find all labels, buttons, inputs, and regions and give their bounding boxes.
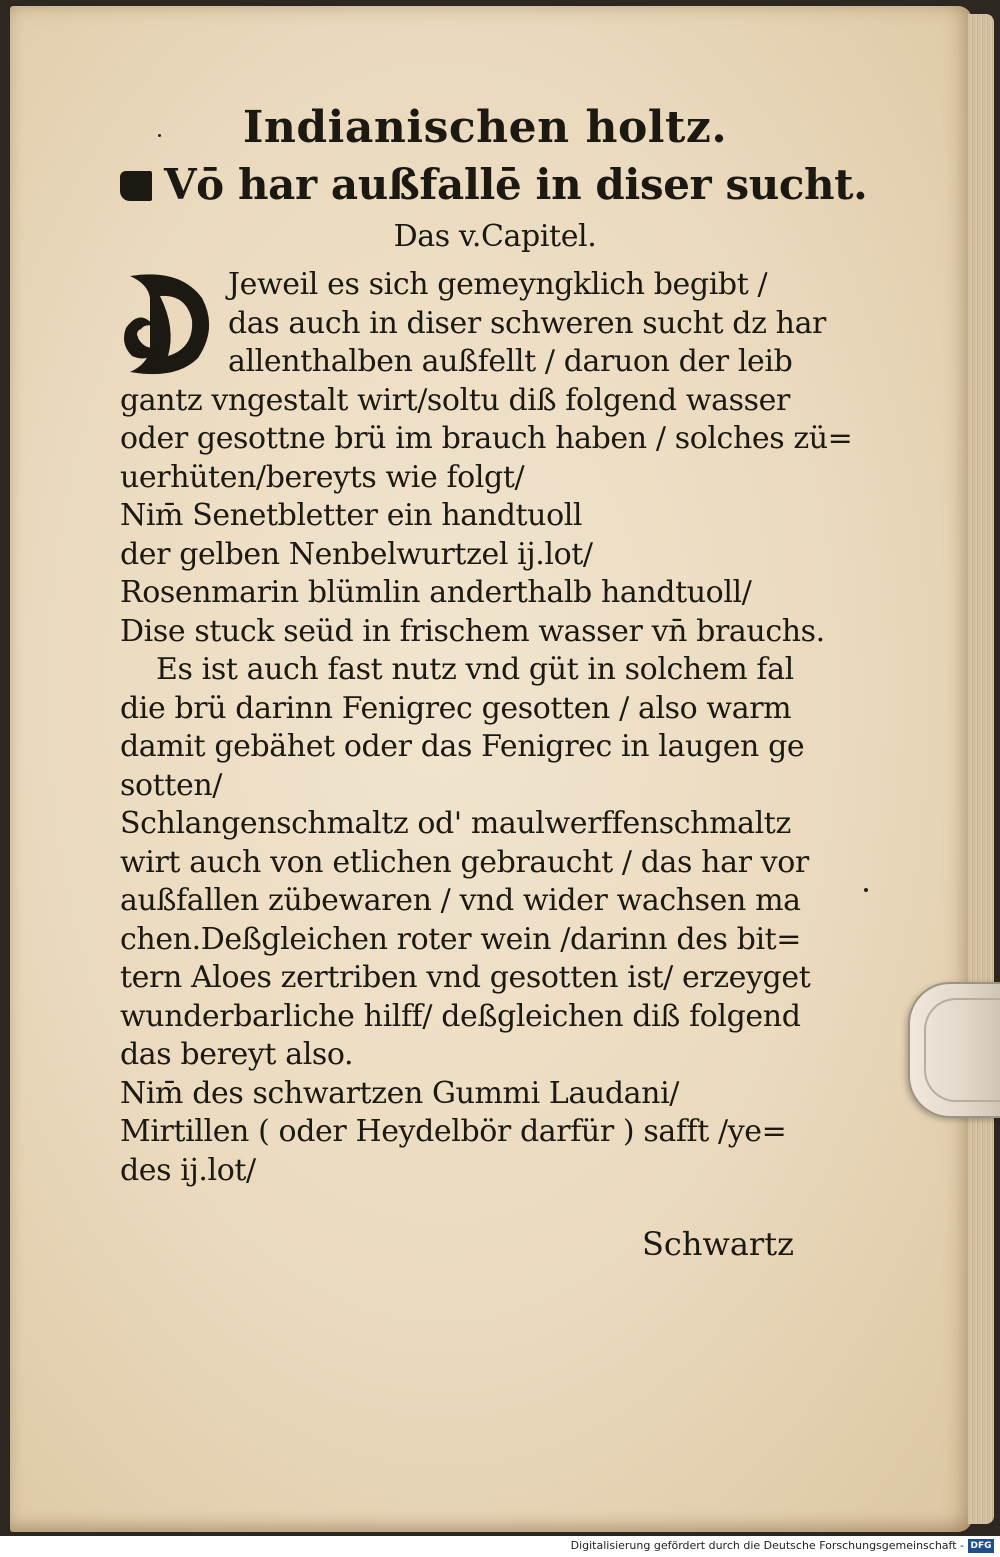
text-line: tern Aloes zertriben vnd gesotten ist/ erzeyget xyxy=(120,960,811,995)
text-line: oder gesottne brü im brauch haben / solches zü= xyxy=(120,421,853,456)
page-text xyxy=(120,100,868,1190)
catchword: Schwartz xyxy=(642,1225,794,1263)
text-line: das bereyt also. xyxy=(120,1037,354,1072)
text-line: gantz vngestalt wirt/soltu diß folgend wasser xyxy=(120,382,790,418)
text-line: Schlangenschmaltz od' maulwerffenschmaltz xyxy=(120,806,791,841)
ink-speck xyxy=(864,888,868,892)
section-title-row xyxy=(120,156,868,214)
text-line: Mirtillen ( oder Heydelbör darfür ) safft /ye= xyxy=(120,1114,787,1149)
text-line: sotten/ xyxy=(120,767,222,803)
text-line: chen.Deßgleichen roter wein /darinn des bit= xyxy=(120,921,802,957)
text-line: allenthalben außfellt / daruon der leib xyxy=(228,344,793,379)
body-text xyxy=(120,266,853,1190)
text-line: des ij.lot/ xyxy=(120,1152,256,1188)
scanner-clip xyxy=(908,982,1000,1118)
footer-bar xyxy=(0,1536,1000,1557)
text-line: uerhüten/bereyts wie folgt/ xyxy=(120,459,525,495)
text-line: damit gebähet oder das Fenigrec in laugen ge xyxy=(120,729,805,764)
dfg-logo[interactable]: DFG xyxy=(968,1539,994,1553)
text-line: Nim̄ des schwartzen Gummi Laudani/ xyxy=(120,1075,679,1111)
text-line: wunderbarliche hilff/ deßgleichen diß folgend xyxy=(120,998,801,1034)
footer-credit: Digitalisierung gefördert durch die Deutsche Forschungsgemeinschaft - xyxy=(570,1539,964,1552)
text-line: außfallen zübewaren / vnd wider wachsen ma xyxy=(120,883,801,918)
chapter-heading: Das v.Capitel. xyxy=(393,219,597,254)
text-line: Dise stuck seüd in frischem wasser vn̄ brauchs. xyxy=(120,613,825,649)
text-line: Jeweil es sich gemeyngklich begibt / xyxy=(228,267,768,302)
ink-speck xyxy=(158,134,161,137)
text-line: die brü darinn Fenigrec gesotten / also warm xyxy=(120,690,792,726)
scanner-clip-inner xyxy=(924,998,1000,1102)
decorated-initial-icon xyxy=(120,268,216,380)
pilcrow-icon xyxy=(120,171,152,201)
text-line: Es ist auch fast nutz vnd güt in solchem fal xyxy=(156,652,794,687)
text-line: wirt auch von etlichen gebraucht / das har vor xyxy=(120,844,809,880)
page-edges xyxy=(968,14,994,1524)
text-line: der gelben Nenbelwurtzel ij.lot/ xyxy=(120,536,593,572)
text-line: Nim̄ Senetbletter ein handtuoll xyxy=(120,498,583,533)
text-line: Rosenmarin blümlin anderthalb handtuoll/ xyxy=(120,575,752,610)
section-title: Vō har außfallē in diser sucht. xyxy=(164,160,868,209)
running-head: Indianischen holtz. xyxy=(242,102,728,153)
text-line: das auch in diser schweren sucht dz har xyxy=(228,305,826,341)
